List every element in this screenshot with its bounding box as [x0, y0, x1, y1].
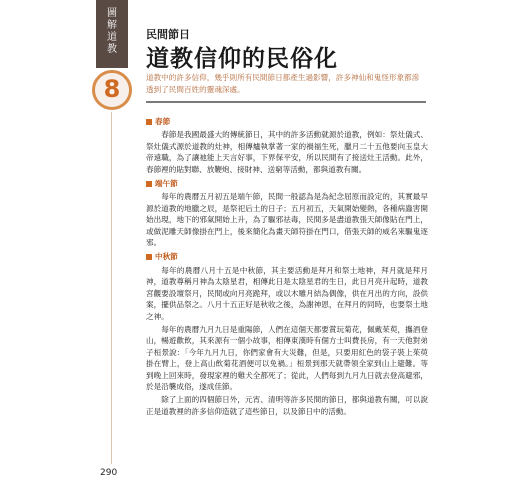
- square-bullet-icon: [146, 181, 152, 187]
- page-title: 道教信仰的民俗化: [146, 45, 338, 72]
- page-number: 290: [100, 468, 118, 478]
- intro-text: 道教中的許多信仰，幾乎則所有民間節日都產生過影響，許多神仙和鬼怪形象都滲透到了民間百姓的靈魂深處。: [146, 73, 420, 94]
- section-heading-text: 中秋節: [155, 252, 178, 262]
- body-paragraph: 除了上面的四個節日外，元宵、清明等許多民間的節日，都與道教有關，可以說正是道教裡的許多信仰造就了這些節日，以及節日中的活動。: [146, 395, 428, 416]
- section-heading-text: 端午節: [155, 179, 178, 189]
- section-heading: [146, 116, 428, 127]
- body-paragraph: 春節是我國最盛大的傳統節日，其中的許多活動就源於道教，例如：祭灶儀式、祭灶儀式源於道教的灶神，相傳爐執掌著一家的禍福生死，臘月二十五他要向玉皇大帝遠職，為了讓祂能上天言好事，下界保平安，所以民間有了接送灶王活動。此外，春節裡的貼對聯、放鞭炮、接財神、送窮等活動，都與道教有關。: [146, 130, 428, 174]
- body-paragraph: 每年的農曆五月初五是端午節，民間一般認為是為紀念屈原而設定的，其實最早源於道教的地臘之辰，是祭祀后土的日子；五月初五，天氣開始變熱，各種病蟲害開始出現，地下的邪氣開始上升，為了驅邪祛毒，民間多是盡道教張天師像貼在門上，或做泥雕天師像掛在門上，後來簡化為畫天師符掛在門口，借張天師的威名來驅鬼逐邪。: [146, 192, 428, 248]
- body-paragraph: 每年的農曆八月十五是中秋節，其主要活動是拜月和祭土地神，拜月就是拜月神，道教尊稱月神為太陰星君，相傳此日是太陰星君的生日，此日月亮升起時，道教宮觀要設壇祭月，民間或向月亮跪拜，或以木雕月結為偶像，供在月出的方向，設供案，擺供品祭之。八月十五正好是秋收之後，為謝神恩，在拜月的同時，也要祭土地之神。: [146, 265, 428, 321]
- chapter-number-badge: [92, 70, 132, 110]
- square-bullet-icon: [146, 119, 152, 125]
- body-paragraph: 每年的農曆九月九日是重陽節，人們在這個天都要賞玩菊花，佩戴茱萸，攜酒登山，暢遊歡飲，其來源有一個小故事，相傳東漢時有個方士叫費長房，有一天他對弟子桓景說：「今年九月九日，你們家會有大災難，但是，只要用紅色的袋子裝上茱萸掛在臂上，登上高山飲菊花酒便可以免禍。」桓景到那天就帶領全家到山上避難。等到晚上回來時，發現家裡的雞犬全都死了；從此，人們每到九月九日就去登高避邪，於是沿襲成俗，遂成佳節。: [146, 324, 428, 391]
- section-heading: [146, 251, 428, 262]
- book-title-vertical: 圖 解 道 教: [107, 8, 117, 55]
- title-rule: [146, 101, 426, 103]
- section-heading: [146, 178, 428, 189]
- book-spine-tab: [96, 0, 128, 68]
- margin-rule: [111, 112, 112, 464]
- section-heading-text: 春節: [155, 117, 171, 126]
- section-subtitle: 民間節日: [146, 28, 190, 41]
- article-body: [146, 113, 428, 419]
- chapter-number: 8: [103, 75, 121, 103]
- square-bullet-icon: [146, 254, 152, 260]
